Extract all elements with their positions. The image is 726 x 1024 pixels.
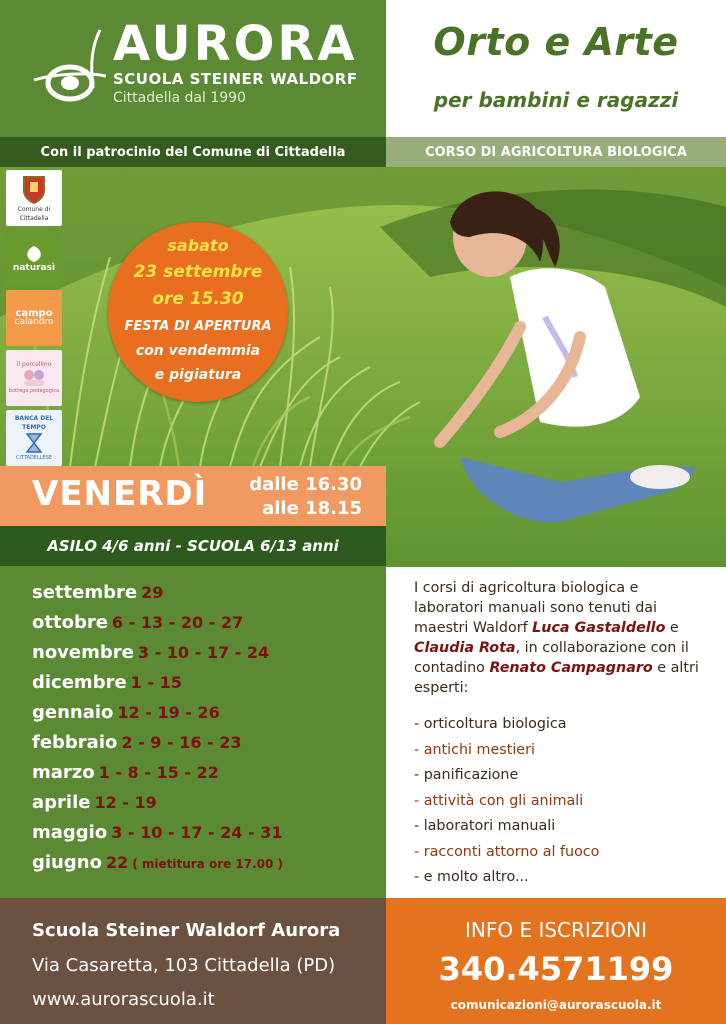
calendar-dates: 6 - 13 - 20 - 27 xyxy=(111,613,244,632)
activity-list xyxy=(414,713,704,892)
sponsor-logos xyxy=(6,170,62,466)
calendar-row xyxy=(32,792,157,822)
children-icon xyxy=(19,369,49,387)
course-description xyxy=(414,578,704,698)
description-middle: , in collaborazione con il contadino xyxy=(414,640,689,676)
naturasi-label: naturasì xyxy=(12,262,56,273)
badge-date: 23 settembre xyxy=(133,262,263,282)
hourglass-icon xyxy=(23,432,45,454)
comune-label: Comune di Cittadella xyxy=(17,206,51,222)
calendar-month: febbraio xyxy=(32,732,118,753)
email-link[interactable]: comunicazioni@aurorascuola.it xyxy=(450,998,662,1012)
footer-contact-panel xyxy=(0,898,386,1024)
calendar-row xyxy=(32,852,283,882)
calendar-dates: 3 - 10 - 17 - 24 xyxy=(137,643,270,662)
calendar-dates: 1 - 8 - 15 - 22 xyxy=(98,763,219,782)
calendar-row xyxy=(32,762,219,792)
calendar-row xyxy=(32,582,163,612)
list-item: - antichi mestieri xyxy=(414,741,535,758)
calendar-month: maggio xyxy=(32,822,108,843)
description-outro: e altri esperti: xyxy=(414,660,699,696)
info-title: INFO E ISCRIZIONI xyxy=(464,918,647,942)
phone-number[interactable]: 340.4571199 xyxy=(438,950,674,988)
patronage-bar: Con il patrocinio del Comune di Cittadella xyxy=(0,137,386,167)
calendar-month: novembre xyxy=(32,642,134,663)
school-name: Scuola Steiner Waldorf Aurora xyxy=(32,920,341,941)
description-intro: I corsi di agricoltura biologica e laboratori manuali sono tenuti dai maestri Waldorf xyxy=(414,580,658,636)
calendar-row xyxy=(32,642,269,672)
school-address: Via Casaretta, 103 Cittadella (PD) xyxy=(32,955,336,976)
aurora-logo-icon xyxy=(30,28,110,108)
brand-subtitle: SCUOLA STEINER WALDORF xyxy=(113,70,358,88)
calendar-dates: 3 - 10 - 17 - 24 - 31 xyxy=(111,823,283,842)
description-and: e xyxy=(665,620,679,636)
banca-label-1: BANCA DEL TEMPO xyxy=(14,414,54,431)
porcellino-label-1: il porcellino xyxy=(16,361,52,368)
calendar-month: aprile xyxy=(32,792,91,813)
campo-calandro-logo xyxy=(6,290,62,346)
brand-name: AURORA xyxy=(113,16,358,72)
calendar-dates: 1 - 15 xyxy=(130,673,182,692)
list-item: - panificazione xyxy=(414,767,519,783)
calendar-month: dicembre xyxy=(32,672,127,693)
coat-of-arms-icon xyxy=(21,173,47,205)
time-to: alle 18.15 xyxy=(262,498,362,519)
header-title-panel xyxy=(386,0,726,137)
calendar-panel xyxy=(0,566,386,898)
farmer-name: Renato Campagnaro xyxy=(489,660,653,676)
footer-info-panel xyxy=(386,898,726,1024)
badge-event: FESTA DI APERTURA xyxy=(124,319,272,334)
event-title: Orto e Arte xyxy=(433,20,679,64)
calendar-month: settembre xyxy=(32,582,138,603)
calendar-dates: 2 - 9 - 16 - 23 xyxy=(121,733,242,752)
banca-label-2: CITTADELLESE xyxy=(15,454,53,461)
calendar-dates: 22 xyxy=(105,853,129,872)
teacher-name: Luca Gastaldello xyxy=(532,620,666,636)
course-bar: CORSO DI AGRICOLTURA BIOLOGICA xyxy=(386,137,726,167)
campo-label-1: campo xyxy=(15,308,53,319)
calendar-month: ottobre xyxy=(32,612,108,633)
leaf-icon xyxy=(23,244,45,264)
calendar-row xyxy=(32,672,182,702)
calendar-month: gennaio xyxy=(32,702,114,723)
list-item: - orticoltura biologica xyxy=(414,716,567,732)
event-subtitle: per bambini e ragazzi xyxy=(433,88,679,112)
campo-label-2: calandro xyxy=(14,317,54,327)
list-item: - racconti attorno al fuoco xyxy=(414,843,600,860)
comune-cittadella-logo xyxy=(6,170,62,226)
age-groups: ASILO 4/6 anni - SCUOLA 6/13 anni xyxy=(0,526,386,566)
calendar-dates: 12 - 19 xyxy=(94,793,157,812)
porcellino-logo xyxy=(6,350,62,406)
weekday-band xyxy=(0,466,386,526)
calendar-month: giugno xyxy=(32,852,102,873)
website-link[interactable]: www.aurorascuola.it xyxy=(32,989,215,1010)
calendar-dates: 29 xyxy=(141,583,164,602)
badge-day: sabato xyxy=(167,236,229,255)
calendar-row xyxy=(32,822,283,852)
naturasi-logo xyxy=(6,230,62,286)
brand-since: Cittadella dal 1990 xyxy=(113,90,246,106)
calendar-row xyxy=(32,702,220,732)
list-item: - attività con gli animali xyxy=(414,792,584,809)
weekday-name: VENERDÌ xyxy=(32,474,208,514)
teacher-name: Claudia Rota xyxy=(414,640,516,656)
calendar-dates: 12 - 19 - 26 xyxy=(117,703,220,722)
calendar-note: ( mietitura ore 17.00 ) xyxy=(132,857,284,871)
opening-party-badge xyxy=(108,222,288,402)
badge-detail-2: e pigiatura xyxy=(154,367,242,383)
header-brand-panel xyxy=(0,0,386,137)
calendar-row xyxy=(32,732,242,762)
calendar-row xyxy=(32,612,243,642)
porcellino-label-2: bottega pedagogica xyxy=(8,388,60,394)
list-item: - e molto altro... xyxy=(414,869,529,885)
list-item: - laboratori manuali xyxy=(414,818,556,834)
calendar-month: marzo xyxy=(32,762,95,783)
banca-del-tempo-logo xyxy=(6,410,62,466)
badge-time: ore 15.30 xyxy=(152,289,244,309)
badge-detail-1: con vendemmia xyxy=(135,343,261,359)
time-from: dalle 16.30 xyxy=(249,474,362,495)
